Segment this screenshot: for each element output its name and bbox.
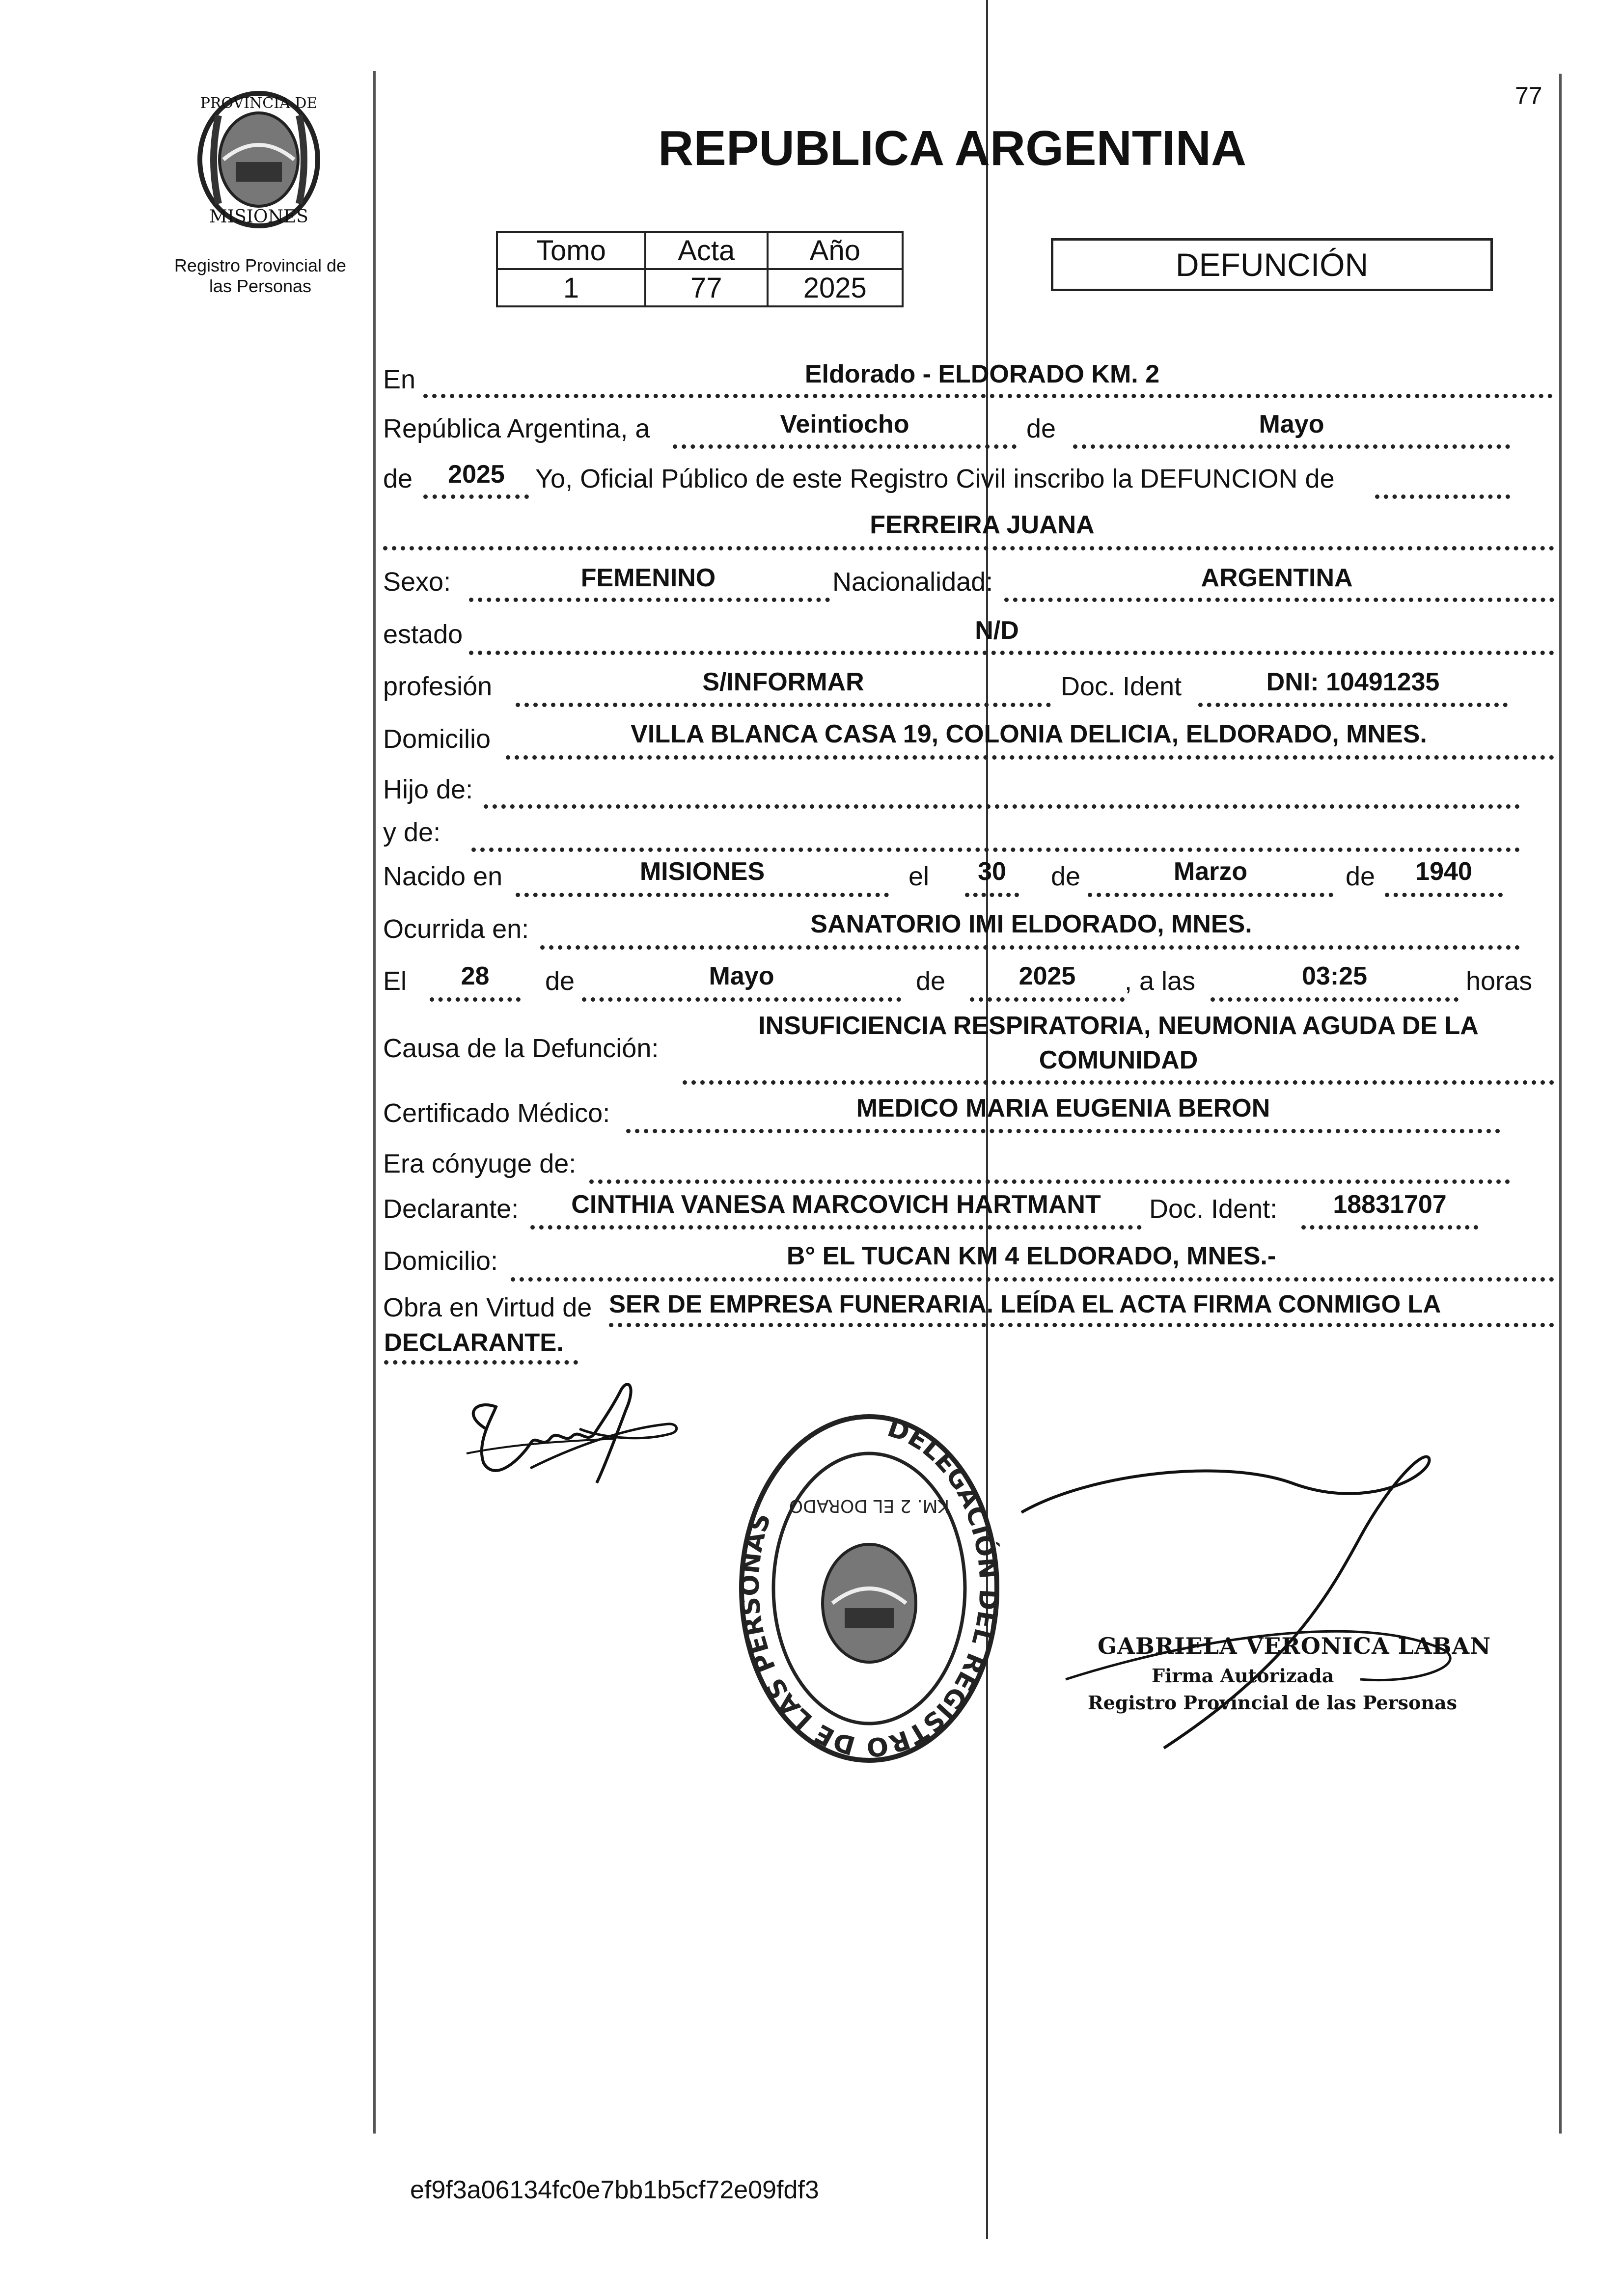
label-hijo-de: Hijo de: [383,775,473,804]
svg-text:DELEGACIÓN DEL REGISTRO DE LAS: DELEGACIÓN DEL REGISTRO DE LAS PERSONAS [735,1413,1003,1762]
label-nacionalidad: Nacionalidad: [832,567,993,597]
dotted-line [506,755,1554,760]
label-de-birth-1: de [1051,862,1081,891]
value-decl-doc: 18831707 [1333,1190,1447,1219]
book-value-anio: 2025 [768,269,903,306]
label-y-de: y de: [383,818,441,847]
page-number: 77 [1515,82,1542,109]
value-dia-letras: Veintiocho [780,410,909,438]
act-type: DEFUNCIÓN [1175,246,1369,283]
label-republica: República Argentina, a [383,414,650,443]
value-nac-dia: 30 [978,857,1006,886]
svg-text:MISIONES: MISIONES [209,207,308,227]
label-el: el [908,862,930,891]
dotted-line [1004,598,1554,602]
svg-text:PROVINCIA DE: PROVINCIA DE [200,95,318,112]
dotted-line [1198,703,1508,707]
dotted-line [683,1080,1554,1085]
value-nac-anio: 1940 [1415,857,1472,886]
dotted-line [1211,997,1459,1002]
value-def-anio: 2025 [1018,962,1076,990]
dotted-line [469,651,1554,655]
dotted-line [589,1179,1510,1184]
dotted-line [384,1360,578,1365]
label-horas: horas [1466,966,1533,996]
label-nacido-en: Nacido en [383,862,503,891]
value-lugar: Eldorado - ELDORADO KM. 2 [804,360,1160,388]
label-de-death-2: de [916,966,946,996]
value-def-hora: 03:25 [1302,962,1367,990]
official-seal [732,1407,1007,1770]
label-declarante: Declarante: [383,1194,519,1224]
dotted-line [469,598,830,602]
book-reference-table [496,231,904,307]
dotted-line [1301,1225,1478,1230]
dotted-line [1375,494,1510,499]
label-de: de [1026,414,1056,443]
value-decl-domicilio: B° EL TUCAN KM 4 ELDORADO, MNES.- [786,1242,1276,1270]
label-de-death-1: de [545,966,575,996]
label-domicilio: Domicilio [383,724,491,754]
value-nacionalidad: ARGENTINA [1201,564,1353,592]
value-domicilio: VILLA BLANCA CASA 19, COLONIA DELICIA, ELDORADO, MNES. [631,720,1427,748]
book-header-acta: Acta [645,232,768,269]
value-causa-line1: INSUFICIENCIA RESPIRATORIA, NEUMONIA AGUDA DE LA [758,1012,1479,1040]
officer-name: GABRIELA VERONICA LABAN [1098,1633,1491,1659]
dotted-line [484,804,1520,809]
left-margin-line [373,71,376,2134]
dotted-line [383,546,1554,550]
value-nacido-en: MISIONES [639,857,765,886]
value-declarante: CINTHIA VANESA MARCOVICH HARTMANT [571,1190,1101,1219]
value-obra-line2: DECLARANTE. [384,1328,564,1356]
label-estado: estado [383,620,463,649]
dotted-line [530,1225,1142,1230]
dotted-line [430,997,521,1002]
label-yo: Yo, Oficial Público de este Registro Civil inscribo la DEFUNCION de [535,464,1335,493]
label-conyuge: Era cónyuge de: [383,1149,577,1178]
label-doc-ident-decl: Doc. Ident: [1149,1194,1278,1224]
label-obra: Obra en Virtud de [383,1293,592,1322]
label-de-line3: de [383,464,413,493]
book-header-anio: Año [768,232,903,269]
dotted-line [673,444,1017,449]
value-sexo: FEMENINO [580,564,716,592]
dotted-line [1073,444,1510,449]
dotted-line [609,1323,1554,1327]
dotted-line [970,997,1125,1002]
value-certificado: MEDICO MARIA EUGENIA BERON [856,1094,1270,1122]
value-obra-line1: SER DE EMPRESA FUNERARIA. LEÍDA EL ACTA FIRMA CONMIGO LA [609,1290,1441,1318]
label-sexo: Sexo: [383,567,451,597]
dotted-line [516,703,1051,707]
value-def-dia: 28 [461,962,490,990]
dotted-line [516,893,889,897]
value-profesion: S/INFORMAR [702,668,864,696]
dotted-line [511,1277,1554,1282]
dotted-line [626,1129,1500,1133]
value-anio: 2025 [448,460,505,489]
label-ocurrida-en: Ocurrida en: [383,914,529,944]
dotted-line [965,893,1019,897]
officer-signature [1017,1453,1468,1768]
right-margin-line [1559,74,1562,2134]
label-doc-ident: Doc. Ident [1061,672,1182,701]
value-nac-mes: Marzo [1173,857,1248,886]
label-el-death: El [383,966,407,996]
dotted-line [1088,893,1333,897]
book-value-acta: 77 [645,269,768,306]
book-value-tomo: 1 [497,269,645,306]
svg-text:KM. 2 EL DORADO: KM. 2 EL DORADO [789,1496,950,1516]
dotted-line [582,997,901,1002]
officer-title: Firma Autorizada [1152,1665,1334,1687]
value-ocurrida-en: SANATORIO IMI ELDORADO, MNES. [810,910,1252,938]
label-a-las: , a las [1125,966,1196,996]
dotted-line [1385,893,1503,897]
document-hash: ef9f3a06134fc0e7bb1b5cf72e09fdf3 [410,2176,819,2204]
dotted-line [423,394,1553,398]
value-nombre: FERREIRA JUANA [870,511,1095,539]
page-title: REPUBLICA ARGENTINA [658,121,1247,176]
dotted-line [540,945,1520,950]
registry-name-line2: las Personas [209,276,312,296]
registry-name [162,255,358,297]
label-domicilio-decl: Domicilio: [383,1246,498,1276]
value-mes: Mayo [1259,410,1324,438]
label-profesion: profesión [383,672,493,701]
dotted-line [423,494,529,499]
declarant-signature [457,1370,688,1493]
value-def-mes: Mayo [709,962,774,990]
value-estado: N/D [975,616,1019,645]
act-type-box [1051,238,1493,291]
value-causa-line2: COMUNIDAD [1039,1046,1198,1074]
book-header-tomo: Tomo [497,232,645,269]
label-de-birth-2: de [1346,862,1376,891]
province-coat-of-arms-logo [189,86,329,233]
officer-office: Registro Provincial de las Personas [1088,1692,1458,1714]
value-doc: DNI: 10491235 [1266,668,1440,696]
dotted-line [471,848,1520,852]
label-en: En [383,365,416,394]
label-certificado: Certificado Médico: [383,1098,610,1128]
label-causa: Causa de la Defunción: [383,1034,659,1063]
registry-name-line1: Registro Provincial de [174,255,347,275]
